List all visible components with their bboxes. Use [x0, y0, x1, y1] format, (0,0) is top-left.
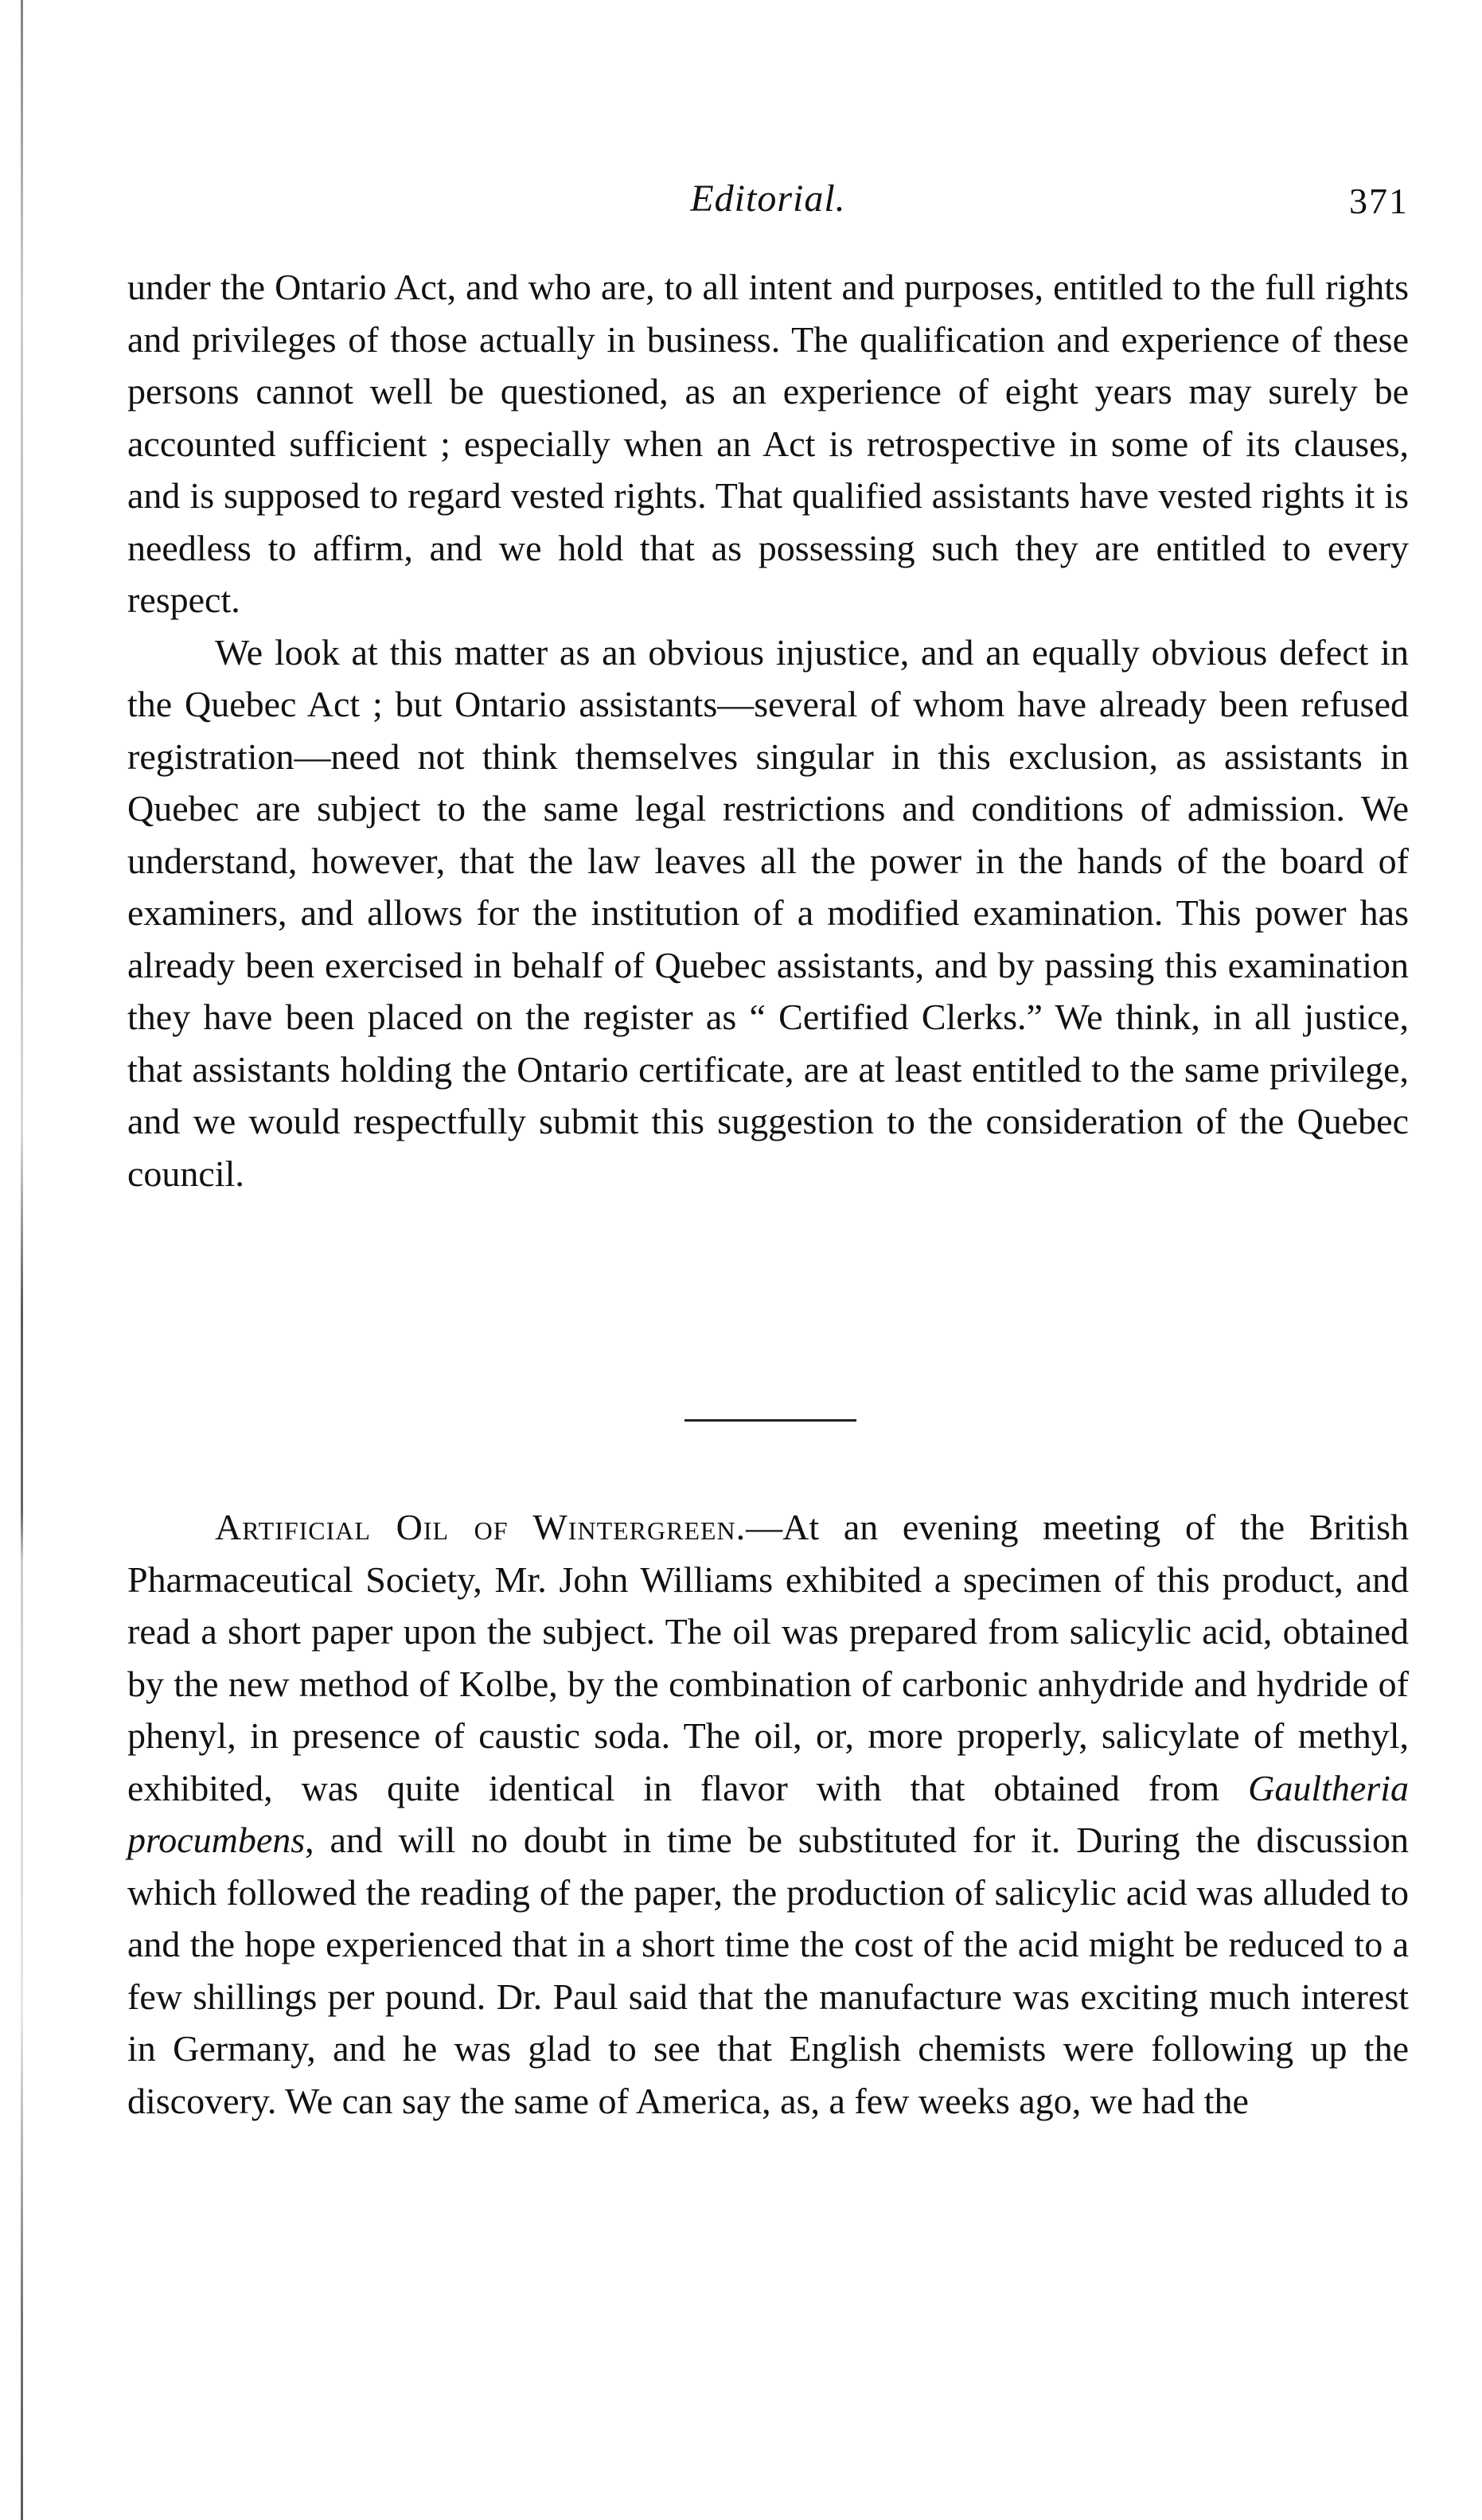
page-header — [127, 177, 1409, 232]
page-number: 371 — [1349, 181, 1409, 221]
paragraph-quebec-act: We look at this matter as an obvious injustice, and an equally obvious defect in the Quebec Act ; but Ontario assistants—several of whom have already been refused registration—need not think themselves singular in this exclusion, as assistants in Quebec are subject to the same legal restrictions and conditions of admission. We understand, however, that the law leaves all the power in the hands of the board of examiners, and allows for the institution of a modified examination. This power has already been exercised in behalf of Quebec assistants, and by passing this examination they have been placed on the register as “ Certified Clerks.” We think, in all justice, that assistants holding the Ontario certificate, are at least entitled to the same privilege, and we would respectfully submit this suggestion to the consideration of the Quebec council. — [127, 631, 1409, 1194]
article-heading: Artificial Oil of Wintergreen. — [215, 1507, 747, 1547]
scan-edge-line — [21, 0, 23, 2520]
editorial-continuation — [127, 261, 1409, 1200]
running-title: Editorial. — [690, 177, 846, 220]
species-name: Gaultheria procumbens — [127, 1767, 1409, 1860]
wintergreen-article — [127, 1501, 1409, 2127]
article-text-part-2: , and will no doubt in time be substituted for it. During the discussion which followed the reading of the paper, the production of salicylic acid was alluded to and the hope experienced that in a short time the cost of the acid might be reduced to a few shillings per pound. Dr. Paul said that the manufacture was exciting much interest in Germany, and he was glad to see that English chemists were following up the discovery. We can say the same of America, as, a few weeks ago, we had the — [127, 1820, 1409, 2121]
section-divider — [684, 1419, 856, 1422]
paragraph-continued: under the Ontario Act, and who are, to all intent and purposes, entitled to the full rights and privileges of those actually in business. The qualification and experience of these persons cannot well be questioned, as an experience of eight years may surely be accounted sufficient ; especially when an Act is retrospective in some of its clauses, and is supposed to regard vested rights. That qualified assistants have vested rights it is needless to affirm, and we hold that as possessing such they are entitled to every respect. — [127, 267, 1409, 620]
scan-binding-edge — [18, 0, 29, 2520]
article-text-part-1: —At an evening meeting of the British Pharmaceutical Society, Mr. John Williams exhibited a specimen of this product, and read a short paper upon the subject. The oil was prepared from salicylic acid, obtained by the new method of Kolbe, by the combination of carbonic anhydride and hydride of phenyl, in presence of caustic soda. The oil, or, more properly, salicylate of methyl, exhibited, was quite identical in flavor with that obtained from — [127, 1507, 1410, 1808]
paragraph-wintergreen — [127, 1501, 1409, 2127]
